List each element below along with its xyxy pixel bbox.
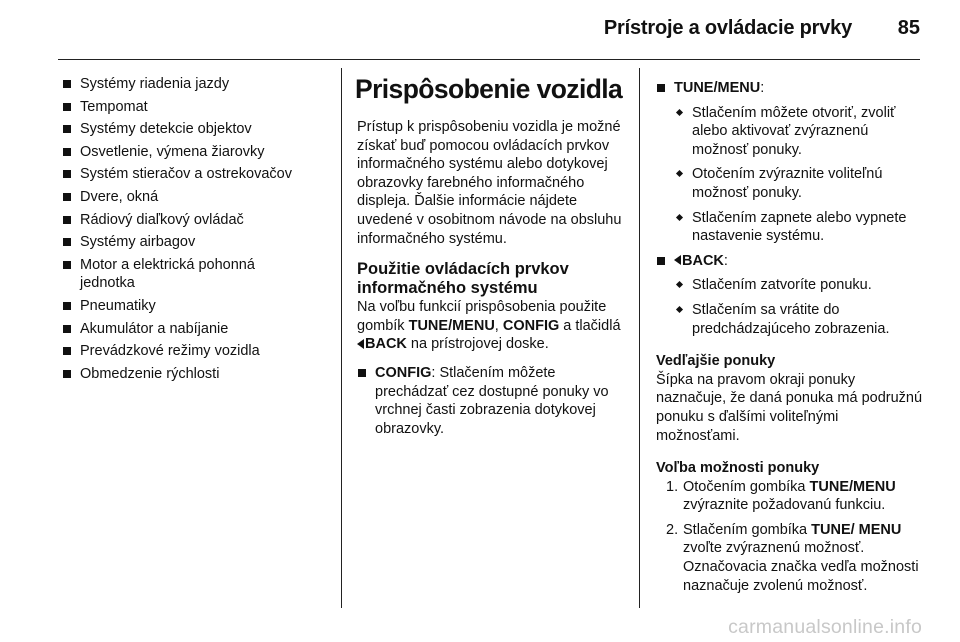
- back-arrow-icon: [357, 339, 364, 349]
- square-bullet-icon: [63, 103, 71, 111]
- list-item: [62, 211, 332, 230]
- square-bullet-icon: [63, 302, 71, 310]
- text: ,: [494, 317, 503, 334]
- subheading: Použitie ovládacích prvkov informačného systému: [357, 260, 569, 298]
- middle-column: [357, 72, 625, 442]
- list-item: [62, 188, 332, 207]
- text: :: [760, 80, 765, 96]
- list-item-text: Systémy airbagov: [80, 234, 196, 251]
- list-item: [656, 79, 924, 246]
- list-item-text: Systém stieračov a ostrekovačov: [80, 166, 292, 183]
- header-rule: [58, 59, 920, 60]
- diamond-bullet-icon: [676, 306, 683, 313]
- config-label: CONFIG: [502, 317, 560, 334]
- square-bullet-icon: [63, 80, 71, 88]
- spacer: [656, 445, 924, 459]
- spacer: [357, 354, 625, 364]
- sub-list-item: [674, 276, 924, 295]
- list-item: [62, 256, 332, 293]
- text: na prístrojovej doske.: [406, 336, 549, 353]
- text: Na voľbu funkcií prispôsobenia použite gombík: [357, 299, 607, 334]
- list-item-text: Systémy riadenia jazdy: [80, 76, 230, 92]
- list-item: [357, 364, 625, 438]
- diamond-bullet-icon: [676, 281, 683, 288]
- menu-selection-heading: Voľba možnosti ponuky: [656, 460, 820, 477]
- sub-list-item-text: Stlačením zapnete alebo vypnete nastavenie systému.: [692, 209, 907, 245]
- back-sublist: [674, 276, 924, 338]
- square-bullet-icon: [657, 257, 665, 265]
- list-item-text: Systémy detekcie objektov: [80, 121, 252, 138]
- list-item: [62, 320, 332, 339]
- text: zvýraznite požadovanú funkciu.: [683, 497, 886, 514]
- list-item: [62, 98, 332, 117]
- steps-list: [656, 478, 924, 596]
- diamond-bullet-icon: [676, 214, 683, 221]
- text: :: [723, 252, 728, 269]
- config-label: CONFIG: [375, 364, 432, 381]
- section-title: Prispôsobenie vozidla: [355, 74, 623, 104]
- left-column: [62, 75, 332, 387]
- diamond-bullet-icon: [676, 170, 683, 177]
- list-item: [62, 143, 332, 162]
- tune-sublist: [674, 104, 924, 246]
- list-item-text: Akumulátor a nabíjanie: [80, 320, 229, 337]
- list-item-text: Rádiový diaľkový ovládač: [80, 211, 244, 228]
- sub-list-item: [674, 301, 924, 338]
- sub-list-item-text: Stlačením môžete otvoriť, zvoliť alebo aktivovať zvýraznenú možnosť ponuky.: [692, 104, 896, 158]
- square-bullet-icon: [63, 193, 71, 201]
- square-bullet-icon: [63, 238, 71, 246]
- spacer: [357, 248, 625, 260]
- controls-paragraph: [357, 298, 625, 354]
- square-bullet-icon: [63, 125, 71, 133]
- square-bullet-icon: [63, 325, 71, 333]
- sub-list-item: [674, 104, 924, 160]
- list-item: [62, 297, 332, 316]
- step-item: [656, 521, 924, 595]
- list-item-text: Obmedzenie rýchlosti: [80, 365, 220, 382]
- list-item-text: Tempomat: [80, 98, 148, 115]
- square-bullet-icon: [63, 170, 71, 178]
- tune-menu-label: TUNE/MENU: [674, 80, 761, 96]
- square-bullet-icon: [63, 148, 71, 156]
- sub-list-item: [674, 209, 924, 246]
- square-bullet-icon: [63, 347, 71, 355]
- square-bullet-icon: [657, 84, 665, 92]
- right-column: [656, 79, 924, 601]
- square-bullet-icon: [63, 261, 71, 269]
- step-item: [656, 478, 924, 515]
- tune-menu-label: TUNE/MENU: [408, 317, 495, 334]
- side-menus-heading: Vedľajšie ponuky: [656, 353, 776, 370]
- controls-list: [656, 79, 924, 338]
- list-item: [62, 342, 332, 361]
- list-item: [62, 365, 332, 384]
- square-bullet-icon: [358, 369, 366, 377]
- tune-menu-label: TUNE/ MENU: [811, 521, 902, 538]
- sub-list-item: [674, 165, 924, 202]
- text: a tlačidlá: [559, 317, 621, 334]
- list-item: [62, 233, 332, 252]
- step-number: 1.: [666, 478, 679, 495]
- sub-list-item-text: Otočením zvýraznite voliteľnú možnosť ponuky.: [692, 166, 883, 201]
- text: zvoľte zvýraznenú možnosť. Označovacia značka vedľa možnosti naznačuje zvolenú možnosť.: [683, 540, 919, 594]
- list-item: [656, 252, 924, 338]
- page-header-title: Prístroje a ovládacie prvky: [603, 17, 852, 39]
- back-label: BACK: [682, 252, 724, 269]
- list-item-text: Osvetlenie, výmena žiarovky: [80, 143, 265, 160]
- list-item-text: Motor a elektrická pohonná jednotka: [80, 256, 255, 292]
- list-item-text: Pneumatiky: [80, 297, 156, 314]
- spacer: [656, 344, 924, 352]
- column-divider-right: [639, 68, 640, 608]
- back-arrow-icon: [674, 255, 681, 265]
- column-divider-left: [341, 68, 342, 608]
- text: Stlačením gombíka: [683, 521, 812, 538]
- list-item: [62, 165, 332, 184]
- list-item: [62, 120, 332, 139]
- list-item-text: : Stlačením môžete prechádzať cez dostupné ponuky vo vrchnej časti zobrazenia dotykovej obrazovky.: [375, 364, 609, 437]
- back-label: BACK: [365, 336, 407, 353]
- tune-menu-label: TUNE/MENU: [809, 478, 896, 495]
- sub-list-item-text: Stlačením sa vrátite do predchádzajúceho zobrazenia.: [692, 301, 890, 337]
- step-number: 2.: [666, 521, 679, 538]
- topic-list: [62, 75, 332, 383]
- watermark: carmanualsonline.info: [728, 616, 922, 638]
- list-item-text: Dvere, okná: [80, 188, 159, 205]
- square-bullet-icon: [63, 370, 71, 378]
- sub-list-item-text: Stlačením zatvoríte ponuku.: [692, 277, 872, 294]
- square-bullet-icon: [63, 216, 71, 224]
- side-menus-text: Šípka na pravom okraji ponuky naznačuje, že daná ponuka má podružnú ponuku s ďalšími voliteľnými možnosťami.: [656, 371, 923, 444]
- text: Otočením gombíka: [683, 478, 810, 495]
- list-item-text: Prevádzkové režimy vozidla: [80, 343, 260, 360]
- page-number: 85: [897, 17, 920, 39]
- list-item: [62, 75, 332, 94]
- intro-paragraph: Prístup k prispôsobeniu vozidla je možné získať buď pomocou ovládacích prvkov informačného systému alebo dotykovej obrazovky farebného informačného displeja. Ďalšie informácie nájdete uvedené v osobitnom návode na obsluhu informačného systému.: [357, 119, 622, 247]
- config-list: [357, 364, 625, 438]
- diamond-bullet-icon: [676, 109, 683, 116]
